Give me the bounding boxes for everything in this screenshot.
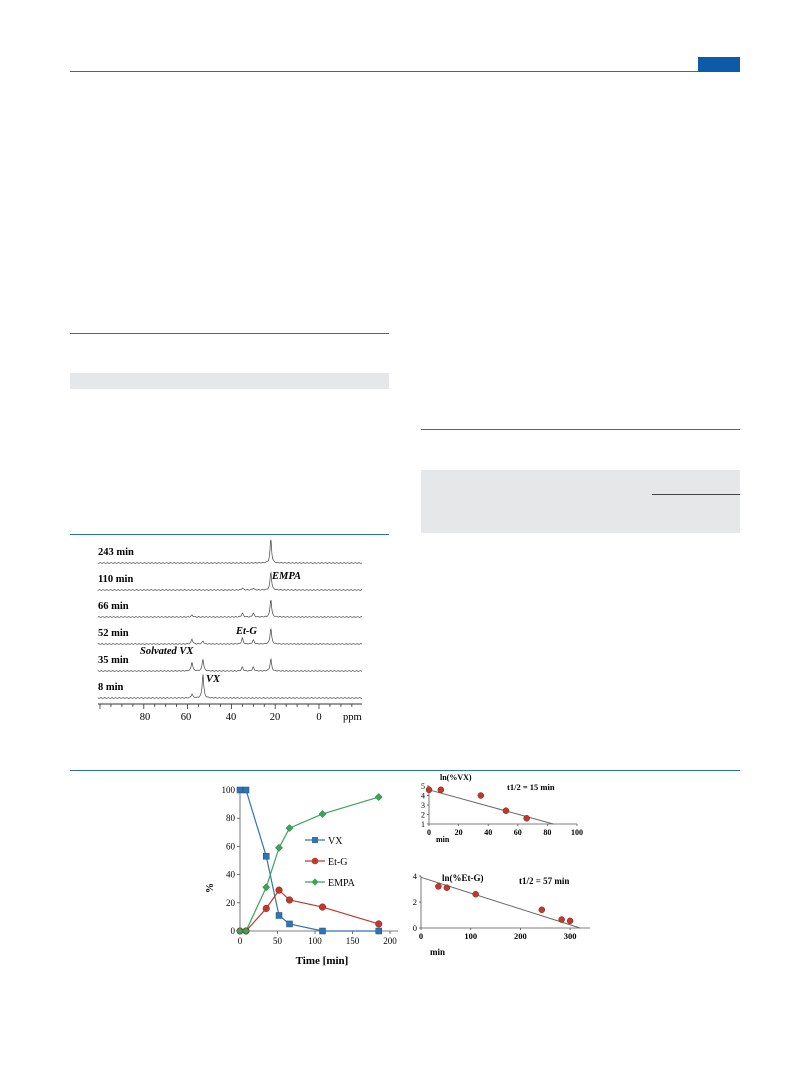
nmr-tick-40: 40 <box>225 712 237 723</box>
figure-rule-bottom <box>70 770 740 771</box>
ln-point <box>524 815 530 821</box>
main-xlabel: Time [min] <box>295 955 349 967</box>
main-xtick-label: 100 <box>308 936 322 946</box>
page-tab <box>698 57 740 72</box>
main-xtick-label: 50 <box>273 936 282 946</box>
nmr-trace <box>98 629 362 645</box>
ln-point <box>503 808 509 814</box>
nmr-tick-20: 20 <box>269 712 281 723</box>
point-empa <box>263 884 270 891</box>
etg-annotation: t1/2 = 57 min <box>519 876 570 886</box>
legend-marker <box>311 878 318 885</box>
legend-marker <box>312 837 318 843</box>
main-ytick-label: 60 <box>226 841 235 852</box>
ln-xtick-label: 100 <box>571 828 583 837</box>
ln-ytick-label: 2 <box>421 810 425 820</box>
nmr-time-3: 52 min <box>98 628 129 639</box>
nmr-axis-unit: ppm <box>343 712 362 723</box>
ln-ytick-label: 3 <box>421 801 425 810</box>
ln-xtick-label: 100 <box>464 931 478 941</box>
vx-annotation: t1/2 = 15 min <box>507 782 555 792</box>
ln-point <box>435 883 441 889</box>
ln-point <box>567 918 573 924</box>
ln-fit-line <box>429 790 553 824</box>
point-etg <box>319 904 326 911</box>
nmr-time-1: 110 min <box>98 574 134 585</box>
ln-ytick-label: 5 <box>421 782 425 791</box>
nmr-label-etg: Et-G <box>236 626 257 637</box>
ln-point <box>426 787 432 793</box>
ln-vx-chart <box>410 770 590 845</box>
point-vx <box>243 787 249 793</box>
ln-ytick-label: 4 <box>421 791 425 801</box>
ln-xtick-label: 0 <box>418 931 424 941</box>
ln-xtick-label: 40 <box>484 828 493 837</box>
nmr-trace <box>98 674 362 698</box>
point-vx <box>263 853 269 859</box>
point-vx <box>276 912 282 918</box>
ln-point <box>444 885 450 891</box>
kinetics-chart <box>205 778 415 968</box>
etg-xunit: min <box>430 947 446 957</box>
main-ylabel: % <box>205 883 216 893</box>
figure-rule-left <box>70 534 389 535</box>
point-etg <box>276 887 283 894</box>
legend-marker <box>312 858 319 865</box>
point-vx <box>237 787 243 793</box>
nmr-label-empa: EMPA <box>272 571 301 582</box>
ln-ytick-label: 2 <box>412 897 417 907</box>
nmr-tick-80: 80 <box>139 712 151 723</box>
legend-label-vx: VX <box>328 836 343 847</box>
legend-label-empa: EMPA <box>328 878 355 889</box>
ln-xtick-label: 0 <box>427 828 431 837</box>
ln-point <box>473 891 479 897</box>
point-empa <box>375 793 382 800</box>
nmr-label-vx: VX <box>206 674 221 685</box>
point-empa <box>275 844 282 851</box>
grey-band-right <box>421 470 740 533</box>
ln-point <box>438 787 444 793</box>
point-etg <box>263 905 270 912</box>
main-ytick-label: 40 <box>226 869 235 880</box>
point-empa <box>319 810 326 817</box>
nmr-time-4: 35 min <box>98 655 129 666</box>
header-rule <box>70 71 740 72</box>
point-vx <box>320 928 326 934</box>
legend-label-et-g: Et-G <box>328 857 348 868</box>
ln-ytick-label: 1 <box>421 820 425 829</box>
nmr-label-solvated-vx: Solvated VX <box>140 646 194 657</box>
nmr-trace <box>98 540 362 563</box>
section-rule-left <box>70 333 389 334</box>
ln-xtick-label: 300 <box>563 931 577 941</box>
main-ytick-label: 100 <box>221 785 235 795</box>
nmr-tick-60: 60 <box>180 712 192 723</box>
ln-etg-chart <box>405 868 605 960</box>
ln-ytick-label: 4 <box>412 871 417 881</box>
nmr-time-0: 243 min <box>98 547 134 558</box>
vx-xunit: min <box>436 835 450 844</box>
main-ytick-label: 20 <box>226 897 235 908</box>
main-xtick-label: 150 <box>345 936 360 946</box>
ln-xtick-label: 60 <box>513 828 522 837</box>
nmr-tick-0: 0 <box>316 712 322 723</box>
ln-xtick-label: 20 <box>454 828 463 837</box>
ln-point <box>539 907 545 913</box>
ln-ytick-label: 0 <box>412 923 417 933</box>
main-ytick-label: 0 <box>230 926 235 936</box>
ln-xtick-label: 80 <box>543 828 552 837</box>
series-line-empa <box>240 797 379 931</box>
point-vx <box>287 921 293 927</box>
nmr-trace <box>98 600 362 617</box>
ln-point <box>559 917 565 923</box>
section-rule-right <box>421 429 740 430</box>
etg-title: ln(%Et-G) <box>442 873 484 883</box>
nmr-time-5: 8 min <box>98 682 124 693</box>
series-line-et-g <box>240 890 379 931</box>
ln-point <box>478 793 484 799</box>
main-xtick-label: 200 <box>383 936 397 946</box>
nmr-trace <box>98 659 362 671</box>
main-xtick-label: 0 <box>237 936 243 946</box>
point-vx <box>376 928 382 934</box>
vx-title: ln(%VX) <box>440 773 472 782</box>
point-etg <box>375 921 382 928</box>
ln-xtick-label: 200 <box>514 931 527 941</box>
main-ytick-label: 80 <box>226 813 235 824</box>
nmr-time-2: 66 min <box>98 601 129 612</box>
underline-right <box>652 494 740 495</box>
point-empa <box>286 824 293 831</box>
grey-band-left <box>70 373 389 389</box>
nmr-spectrum <box>90 536 380 746</box>
point-etg <box>286 897 293 904</box>
nmr-trace <box>98 573 362 590</box>
